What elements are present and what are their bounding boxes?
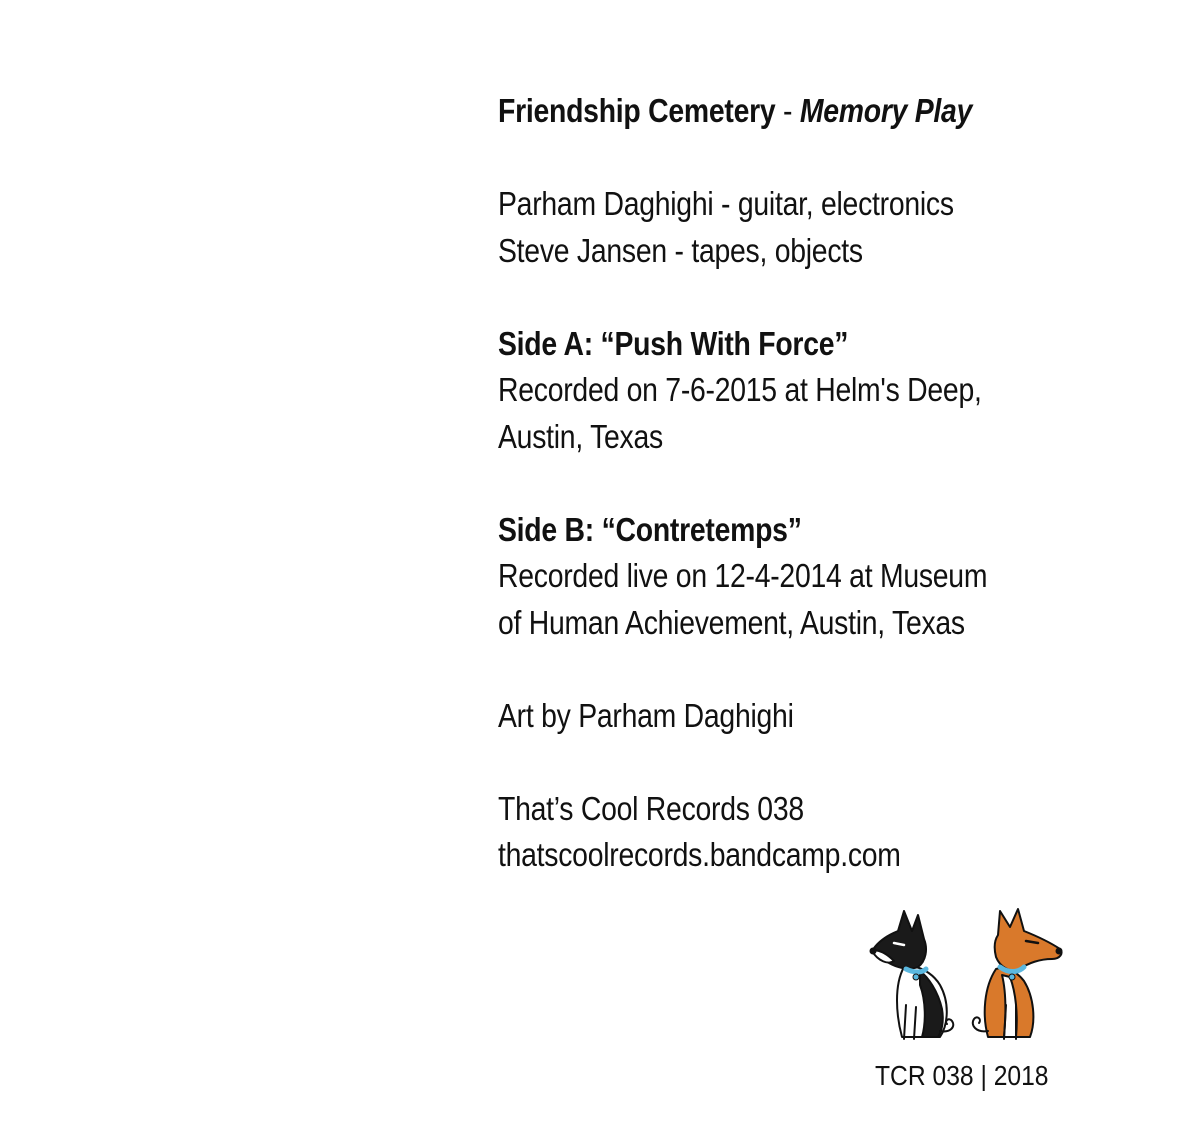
credit-line: Parham Daghighi - guitar, electronics [498, 185, 954, 222]
artist-name: Friendship Cemetery [498, 92, 776, 129]
album-title: Memory Play [799, 92, 973, 129]
title-separator: - [775, 92, 800, 129]
label-url: thatscoolrecords.bandcamp.com [498, 836, 901, 873]
side-a-title: Side A: “Push With Force” [498, 324, 849, 362]
credit-line: Steve Jansen - tapes, objects [498, 231, 863, 269]
side-b-recording-info: of Human Achievement, Austin, Texas [498, 603, 965, 641]
side-b-title: Side B: “Contretemps” [498, 510, 802, 548]
title-line [498, 88, 1083, 135]
black-dog-icon [871, 911, 954, 1039]
orange-dog-icon [973, 909, 1062, 1039]
liner-notes [498, 88, 1178, 879]
side-a-recording-info: Austin, Texas [498, 417, 663, 455]
art-credit: Art by Parham Daghighi [498, 696, 794, 734]
label-name: That’s Cool Records 038 [498, 789, 804, 827]
side-a-recording-info: Recorded on 7-6-2015 at Helm's Deep, [498, 371, 982, 408]
catalog-number: TCR 038 | 2018 [875, 1060, 1049, 1091]
two-dogs-illustration-icon [864, 905, 1076, 1045]
side-b-recording-info: Recorded live on 12-4-2014 at Museum [498, 557, 988, 594]
